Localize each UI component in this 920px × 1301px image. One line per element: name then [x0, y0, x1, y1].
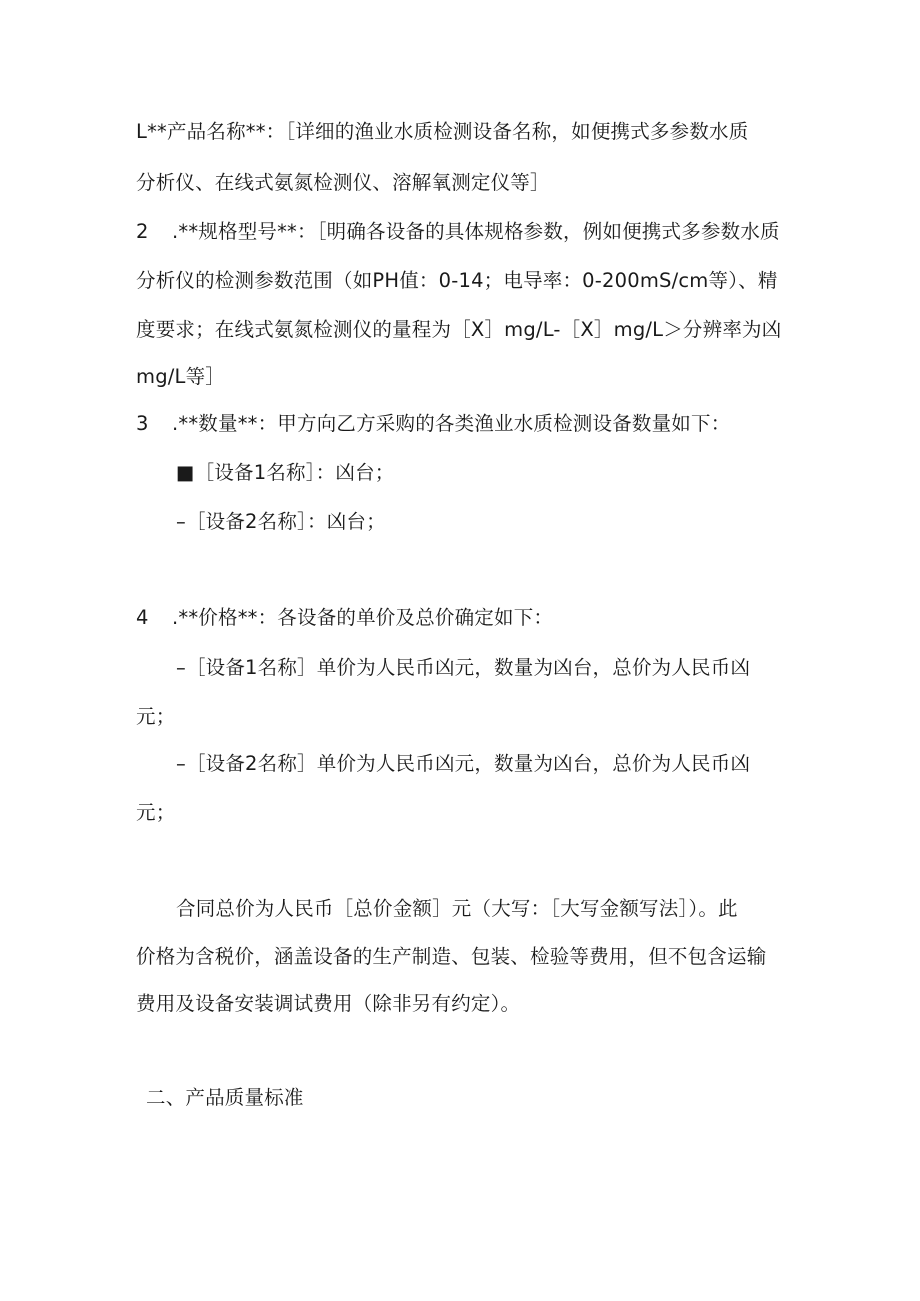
item2-line2: 分析仪的检测参数范围（如PH值：0-14；电导率：0-200mS/cm等）、精	[136, 269, 778, 292]
item4-sub2-line1: –［设备2名称］单价为人民币凶元，数量为凶台，总价为人民币凶	[176, 752, 751, 775]
total-line1: 合同总价为人民币［总价金额］元（大写：［大写金额写法］）。此	[176, 897, 738, 920]
total-line3: 费用及设备安装调试费用（除非另有约定）。	[136, 992, 521, 1015]
item2-line3: 度要求；在线式氨氮检测仪的量程为［X］mg/L-［X］mg/L＞分辨率为凶	[136, 318, 782, 341]
section2-heading: 二、产品质量标准	[146, 1086, 304, 1109]
item4-line1	[136, 604, 553, 632]
item3-line1	[136, 410, 730, 438]
item2-line1	[136, 218, 780, 246]
total-line2: 价格为含税价，涵盖设备的生产制造、包装、检验等费用，但不包含运输	[136, 945, 767, 968]
item1-line1: L**产品名称**：［详细的渔业水质检测设备名称，如便携式多参数水质	[136, 120, 749, 143]
item4-number: 4	[136, 606, 149, 629]
item3-number: 3	[136, 412, 149, 435]
item3-sub2: –［设备2名称］：凶台；	[176, 510, 386, 533]
item3-text: .**数量**：甲方向乙方采购的各类渔业水质检测设备数量如下：	[172, 412, 731, 435]
item2-text: .**规格型号**：［明确各设备的具体规格参数，例如便携式多参数水质	[172, 220, 780, 243]
item4-text: .**价格**：各设备的单价及总价确定如下：	[172, 606, 554, 629]
item4-sub1-line1: –［设备1名称］单价为人民币凶元，数量为凶台，总价为人民币凶	[176, 656, 751, 679]
item4-sub1-line2: 元；	[136, 705, 176, 728]
item1-line2: 分析仪、在线式氨氮检测仪、溶解氧测定仪等］	[136, 171, 550, 194]
item2-line4: mg/L等］	[136, 365, 226, 388]
item3-sub1: ■［设备1名称］：凶台；	[176, 461, 395, 484]
item4-sub2-line2: 元；	[136, 801, 176, 824]
item2-number: 2	[136, 220, 149, 243]
